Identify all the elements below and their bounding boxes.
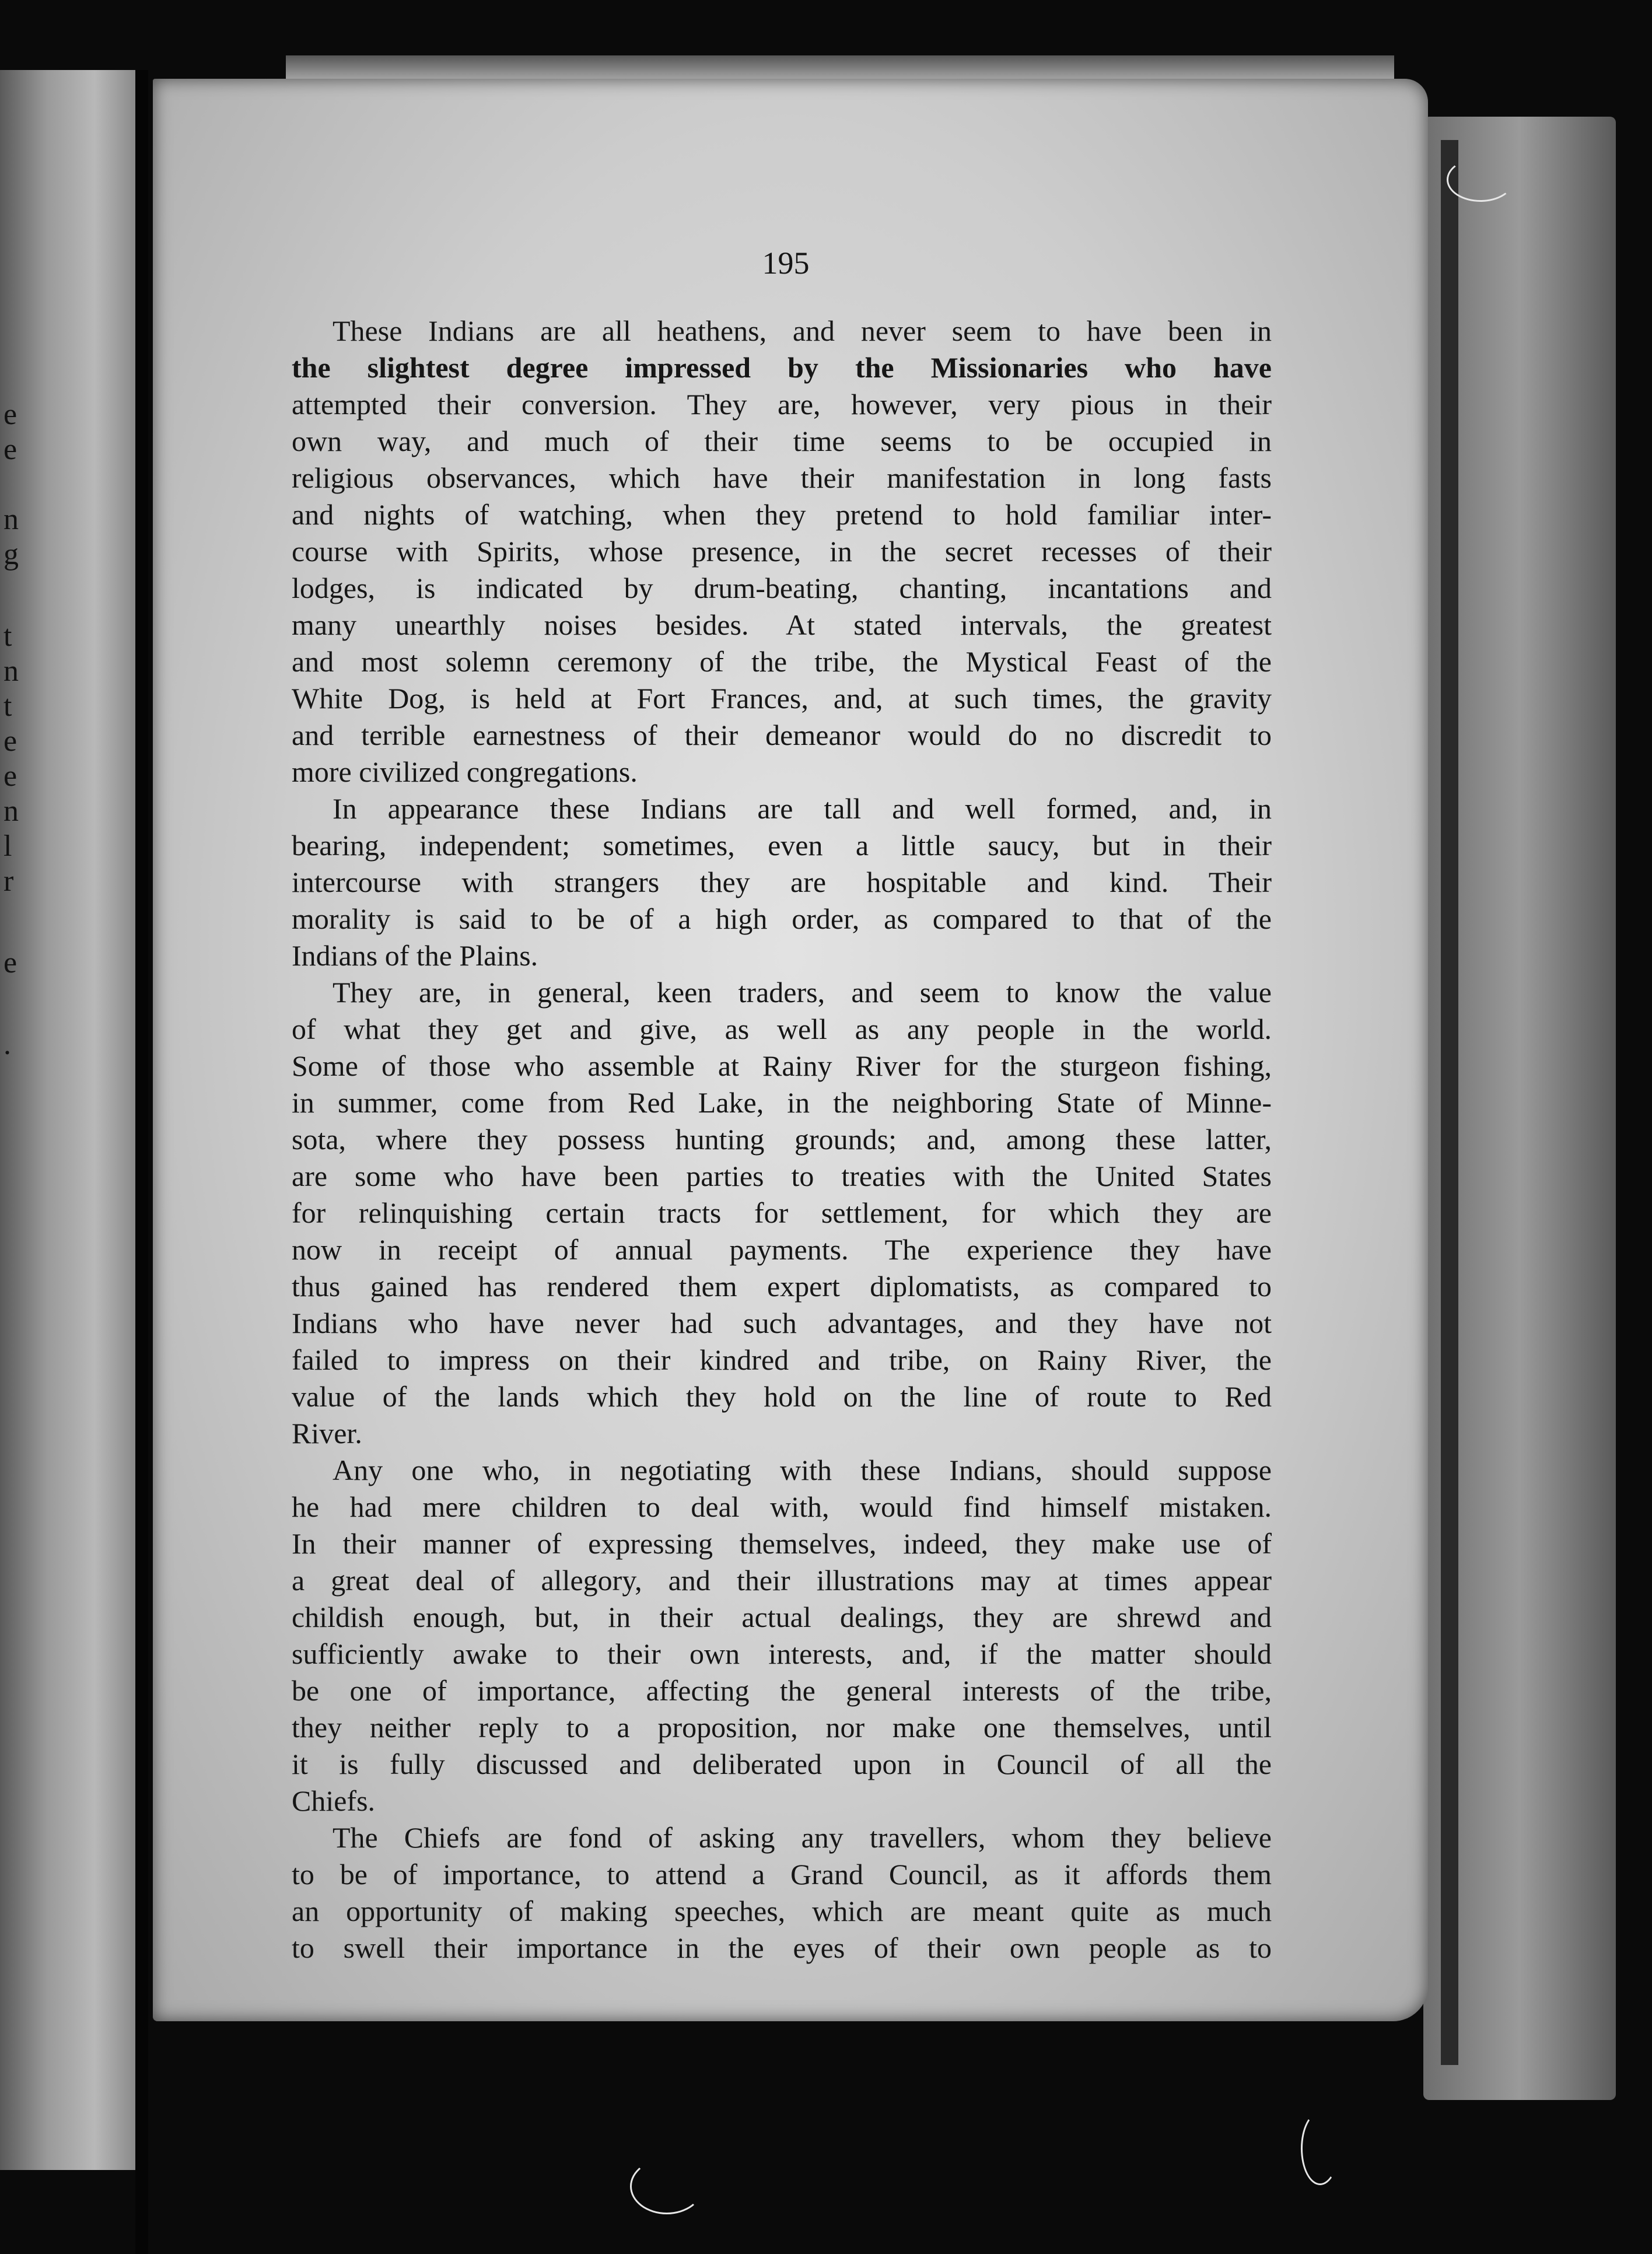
adjacent-page-letter: e bbox=[4, 724, 18, 758]
text-line: a great deal of allegory, and their illustrations may at times appear bbox=[292, 1564, 1272, 1597]
text-line: in summer, come from Red Lake, in the neighboring State of Minne- bbox=[292, 1086, 1272, 1119]
text-line: course with Spirits, whose presence, in the secret recesses of their bbox=[292, 535, 1272, 568]
text-line: Some of those who assemble at Rainy River for the sturgeon fishing, bbox=[292, 1049, 1272, 1082]
text-line: Chiefs. bbox=[292, 1784, 376, 1817]
adjacent-page-letter: . bbox=[4, 1028, 11, 1061]
adjacent-page-letter: e bbox=[4, 760, 18, 793]
text-line: own way, and much of their time seems to be occupied in bbox=[292, 425, 1272, 457]
text-line: and most solemn ceremony of the tribe, the Mystical Feast of the bbox=[292, 645, 1272, 678]
text-line: thus gained has rendered them expert diplomatists, as compared to bbox=[292, 1270, 1272, 1303]
text-line: an opportunity of making speeches, which are meant quite as much bbox=[292, 1895, 1272, 1927]
text-line: failed to impress on their kindred and tribe, on Rainy River, the bbox=[292, 1343, 1272, 1376]
text-line: are some who have been parties to treaties with the United States bbox=[292, 1160, 1272, 1192]
text-line: be one of importance, affecting the general interests of the tribe, bbox=[292, 1674, 1272, 1707]
text-line: Any one who, in negotiating with these Indians, should suppose bbox=[332, 1454, 1272, 1486]
adjacent-page-letter: e bbox=[4, 398, 18, 431]
text-line: it is fully discussed and deliberated upon in Council of all the bbox=[292, 1748, 1272, 1780]
adjacent-page-letter: l bbox=[4, 830, 12, 863]
text-line: morality is said to be of a high order, as compared to that of the bbox=[292, 902, 1272, 935]
adjacent-page-letter: g bbox=[4, 538, 19, 571]
text-line: and terrible earnestness of their demeanor would do no discredit to bbox=[292, 719, 1272, 751]
text-line: River. bbox=[292, 1417, 362, 1450]
adjacent-page-letter: r bbox=[4, 864, 14, 898]
text-line: now in receipt of annual payments. The experience they have bbox=[292, 1233, 1272, 1266]
text-line: more civilized congregations. bbox=[292, 755, 638, 788]
text-line: They are, in general, keen traders, and seem to know the value bbox=[332, 976, 1272, 1009]
adjacent-page-strip bbox=[0, 70, 135, 2170]
text-line: In appearance these Indians are tall and well formed, and, in bbox=[332, 792, 1272, 825]
scratch-mark bbox=[1447, 158, 1514, 202]
text-line: and nights of watching, when they pretend to hold familiar inter- bbox=[292, 498, 1272, 531]
text-line: they neither reply to a proposition, nor make one themselves, until bbox=[292, 1711, 1272, 1744]
text-line: of what they get and give, as well as any people in the world. bbox=[292, 1013, 1272, 1045]
binding-gutter bbox=[135, 70, 148, 2254]
text-line: bearing, independent; sometimes, even a little saucy, but in their bbox=[292, 829, 1272, 862]
text-line: These Indians are all heathens, and never seem to have been in bbox=[332, 314, 1272, 347]
adjacent-page-letter: n bbox=[4, 794, 19, 828]
text-line: White Dog, is held at Fort Frances, and, at such times, the gravity bbox=[292, 682, 1272, 715]
text-line: value of the lands which they hold on the line of route to Red bbox=[292, 1380, 1272, 1413]
adjacent-page-letter: e bbox=[4, 946, 18, 979]
scratch-mark bbox=[1301, 2112, 1339, 2185]
text-line: sota, where they possess hunting grounds; and, among these latter, bbox=[292, 1123, 1272, 1156]
text-line: he had mere children to deal with, would find himself mistaken. bbox=[292, 1490, 1272, 1523]
text-line: for relinquishing certain tracts for settlement, for which they are bbox=[292, 1196, 1272, 1229]
adjacent-page-letter: t bbox=[4, 690, 12, 723]
text-line: attempted their conversion. They are, however, very pious in their bbox=[292, 388, 1272, 421]
text-line: Indians who have never had such advantages, and they have not bbox=[292, 1307, 1272, 1339]
text-line: many unearthly noises besides. At stated intervals, the greatest bbox=[292, 608, 1272, 641]
page-number: 195 bbox=[762, 246, 810, 281]
text-line: childish enough, but, in their actual dealings, they are shrewd and bbox=[292, 1601, 1272, 1633]
text-line: intercourse with strangers they are hospitable and kind. Their bbox=[292, 866, 1272, 898]
text-line: to be of importance, to attend a Grand Council, as it affords them bbox=[292, 1858, 1272, 1891]
adjacent-page-letter: t bbox=[4, 620, 12, 653]
text-line: lodges, is indicated by drum-beating, chanting, incantations and bbox=[292, 572, 1272, 604]
text-line: Indians of the Plains. bbox=[292, 939, 538, 972]
page-edge-shadow bbox=[1441, 140, 1458, 2065]
adjacent-page-letter: n bbox=[4, 654, 19, 688]
text-line: The Chiefs are fond of asking any travellers, whom they believe bbox=[332, 1821, 1272, 1854]
adjacent-page-letter: n bbox=[4, 503, 19, 536]
scratch-mark bbox=[630, 2158, 704, 2214]
adjacent-page-letter: e bbox=[4, 433, 18, 466]
text-line: to swell their importance in the eyes of their own people as to bbox=[292, 1931, 1272, 1964]
text-line: religious observances, which have their manifestation in long fasts bbox=[292, 461, 1272, 494]
text-line: In their manner of expressing themselves, indeed, they make use of bbox=[292, 1527, 1272, 1560]
text-line: the slightest degree impressed by the Missionaries who have bbox=[292, 351, 1272, 384]
text-line: sufficiently awake to their own interests, and, if the matter should bbox=[292, 1637, 1272, 1670]
